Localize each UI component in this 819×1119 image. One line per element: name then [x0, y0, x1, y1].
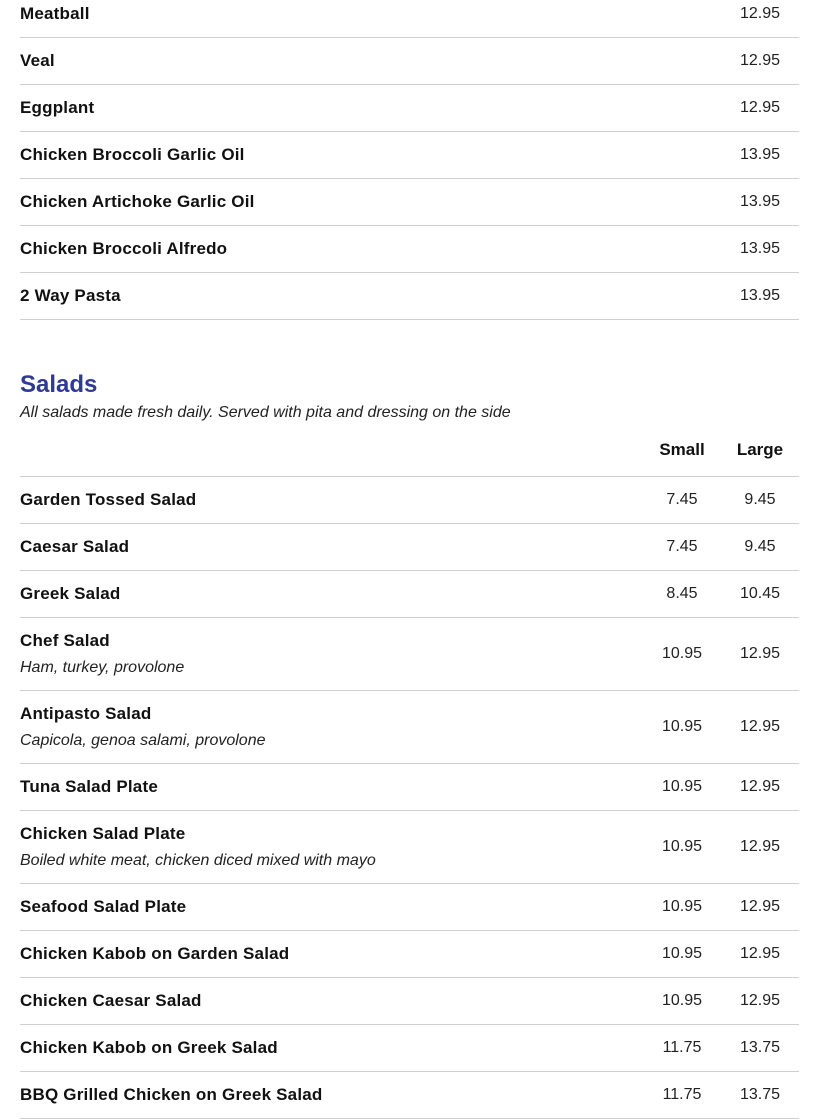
item-price-small: 11.75 [662, 1039, 702, 1056]
item-price-large: 12.95 [739, 992, 781, 1009]
item-name: Meatball [20, 4, 90, 23]
menu-item-row [20, 273, 799, 320]
salad-item-row [20, 764, 799, 811]
item-price-large: 12.95 [739, 838, 781, 855]
salad-item-row [20, 618, 799, 691]
menu-item-row [20, 0, 799, 38]
item-price-large: 12.95 [739, 645, 781, 662]
item-name: Chicken Broccoli Alfredo [20, 239, 228, 258]
salad-item-row [20, 571, 799, 618]
item-price-small: 11.75 [662, 1086, 702, 1103]
item-price-small: 10.95 [661, 945, 703, 962]
menu-list [20, 0, 799, 1119]
item-name: BBQ Grilled Chicken on Greek Salad [20, 1085, 323, 1104]
item-price-large: 12.95 [739, 778, 781, 795]
item-name: Tuna Salad Plate [20, 777, 158, 796]
column-header-large: Large [736, 440, 784, 459]
salad-item-row [20, 1072, 799, 1119]
item-price-small: 10.95 [661, 718, 703, 735]
item-name: Seafood Salad Plate [20, 897, 187, 916]
item-price-large: 9.45 [744, 491, 776, 508]
item-price-large: 12.95 [739, 945, 781, 962]
salad-item-row [20, 691, 799, 764]
salad-item-row [20, 811, 799, 884]
item-price: 12.95 [739, 99, 781, 116]
column-header-small: Small [659, 440, 705, 459]
item-name: Chicken Kabob on Greek Salad [20, 1038, 278, 1057]
item-price-small: 10.95 [661, 992, 703, 1009]
salad-item-row [20, 524, 799, 571]
item-price: 13.95 [739, 146, 781, 163]
menu-item-row [20, 179, 799, 226]
item-price-small: 7.45 [666, 538, 698, 555]
salads-section [20, 368, 799, 1119]
item-description: Capicola, genoa salami, provolone [20, 732, 266, 749]
item-price-large: 13.75 [739, 1086, 781, 1103]
item-name: Chicken Salad Plate [20, 824, 186, 843]
price-column-header [20, 424, 799, 477]
item-price: 12.95 [739, 52, 781, 69]
item-name: Chef Salad [20, 631, 110, 650]
item-price: 12.95 [739, 5, 781, 22]
item-price-large: 12.95 [739, 898, 781, 915]
item-name: Chicken Kabob on Garden Salad [20, 944, 290, 963]
menu-item-row [20, 132, 799, 179]
salad-item-row [20, 477, 799, 524]
item-price-large: 12.95 [739, 718, 781, 735]
pasta-list [20, 0, 799, 320]
item-name: Caesar Salad [20, 537, 130, 556]
menu-item-row [20, 85, 799, 132]
item-price: 13.95 [739, 193, 781, 210]
item-price-small: 10.95 [661, 898, 703, 915]
menu-item-row [20, 38, 799, 85]
item-name: Antipasto Salad [20, 704, 152, 723]
item-price-small: 10.95 [661, 778, 703, 795]
item-price: 13.95 [739, 287, 781, 304]
salad-item-row [20, 1025, 799, 1072]
section-subtitle: All salads made fresh daily. Served with pita and dressing on the side [20, 404, 511, 421]
item-price-large: 13.75 [739, 1039, 781, 1056]
item-name: Veal [20, 51, 55, 70]
item-price-small: 7.45 [666, 491, 698, 508]
item-price-small: 10.95 [661, 838, 703, 855]
item-price-large: 9.45 [744, 538, 776, 555]
item-name: Chicken Broccoli Garlic Oil [20, 145, 245, 164]
salad-item-row [20, 931, 799, 978]
item-name: Chicken Caesar Salad [20, 991, 202, 1010]
item-price: 13.95 [739, 240, 781, 257]
item-price-small: 10.95 [661, 645, 703, 662]
section-gap [20, 320, 799, 368]
item-name: 2 Way Pasta [20, 286, 121, 305]
item-description: Boiled white meat, chicken diced mixed with mayo [20, 852, 376, 869]
salad-item-row [20, 978, 799, 1025]
item-price-small: 8.45 [666, 585, 698, 602]
menu-item-row [20, 226, 799, 273]
section-title: Salads [20, 371, 98, 398]
item-name: Chicken Artichoke Garlic Oil [20, 192, 255, 211]
item-name: Greek Salad [20, 584, 121, 603]
item-description: Ham, turkey, provolone [20, 659, 185, 676]
item-price-large: 10.45 [739, 585, 781, 602]
item-name: Garden Tossed Salad [20, 490, 197, 509]
item-name: Eggplant [20, 98, 95, 117]
salad-item-row [20, 884, 799, 931]
